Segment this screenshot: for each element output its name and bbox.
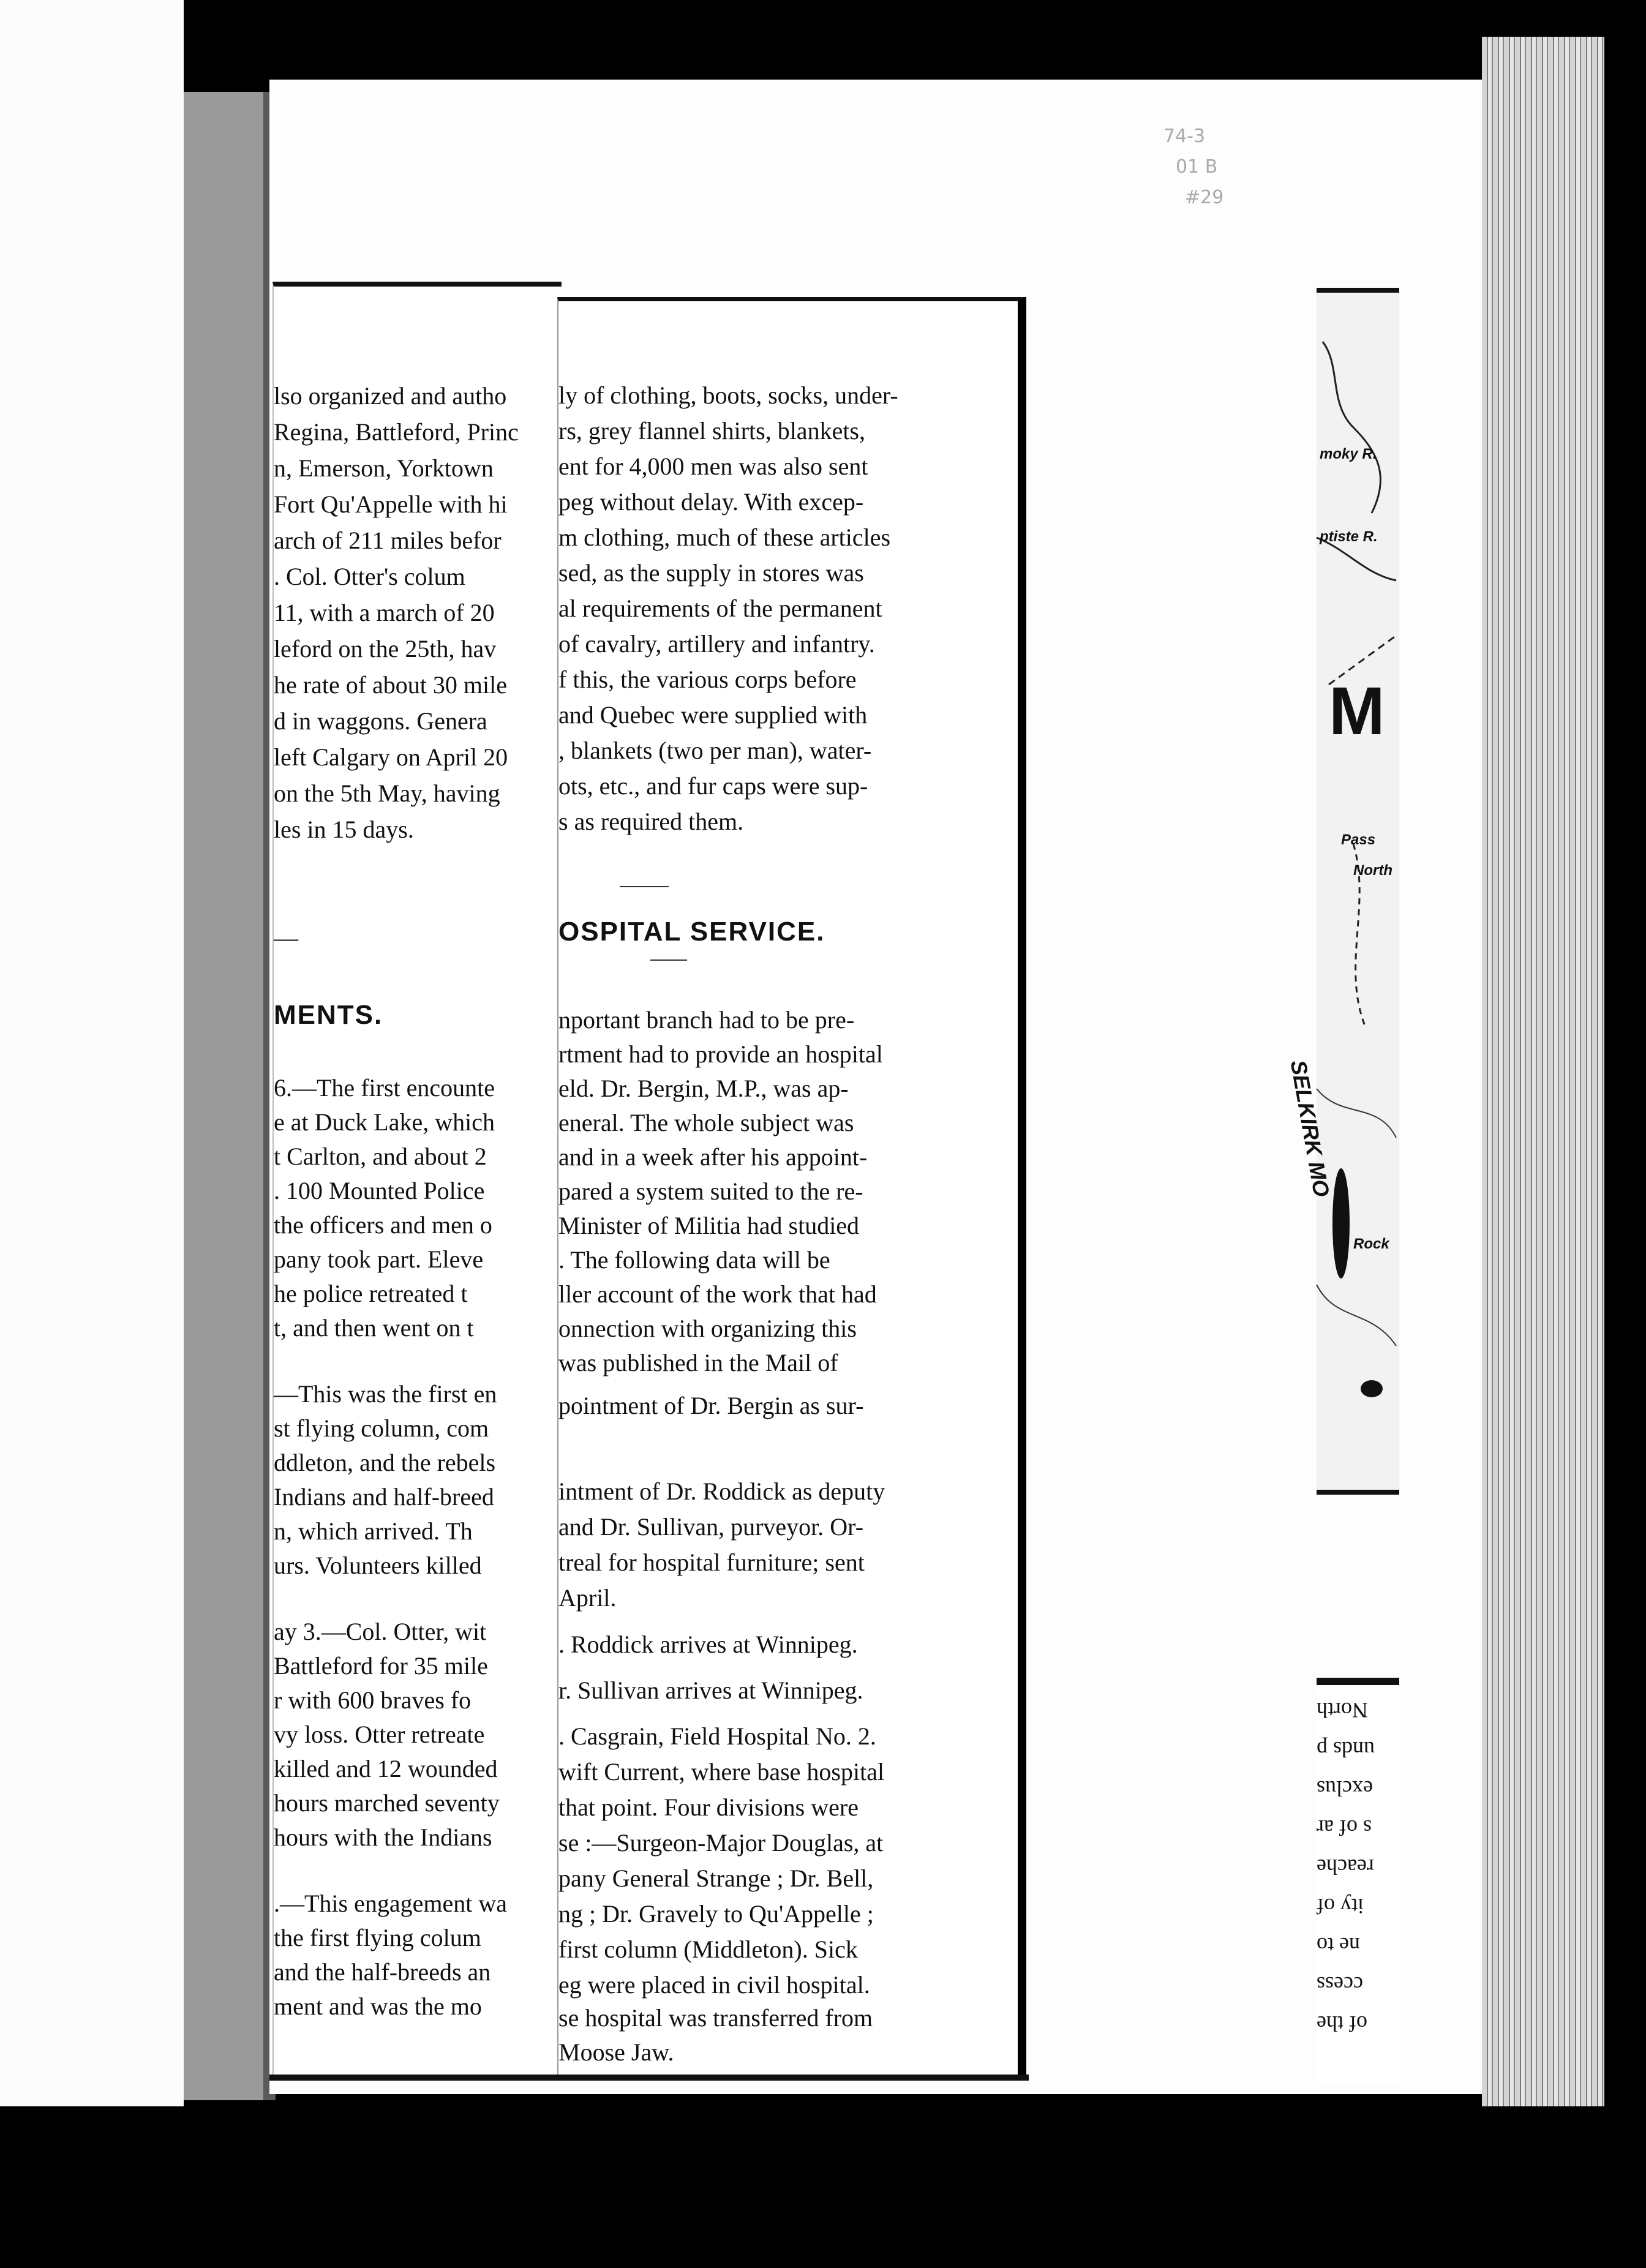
pencil-note: 01 B <box>1176 156 1218 178</box>
left-event-line: the officers and men o <box>274 1211 492 1239</box>
hospital-intro-line: . The following data will be <box>558 1246 830 1274</box>
left-event-line: . 100 Mounted Police <box>274 1177 485 1204</box>
left-event-line: n, which arrived. Th <box>274 1517 473 1545</box>
left-event-line: pany took part. Eleve <box>274 1245 484 1273</box>
left-event-line: hours marched seventy <box>274 1789 500 1817</box>
left-event-line: urs. Volunteers killed <box>274 1552 482 1579</box>
reversed-text-line: ccess <box>1317 1972 1363 1997</box>
map-fragment <box>1285 288 1399 1495</box>
left-event-line: r with 600 braves fo <box>274 1686 472 1714</box>
left-event-line: vy loss. Otter retreate <box>274 1721 485 1748</box>
left-column-line: lso organized and autho <box>274 382 507 410</box>
heading-rule <box>650 959 687 961</box>
left-event-line: he police retreated t <box>274 1280 468 1307</box>
right-column-line: and Quebec were supplied with <box>558 701 868 729</box>
reversed-text-line: ne to <box>1317 1933 1360 1958</box>
hospital-intro-line: pared a system suited to the re- <box>558 1177 863 1205</box>
left-event-line: .—This engagement wa <box>274 1890 507 1917</box>
left-section-heading: MENTS. <box>274 1000 383 1030</box>
left-column-line: he rate of about 30 mile <box>274 671 507 699</box>
left-column-line: d in waggons. Genera <box>274 707 487 735</box>
map-label: moky R. <box>1320 446 1377 462</box>
casgrain-line: pany General Strange ; Dr. Bell, <box>558 1864 874 1892</box>
right-column-line: of cavalry, artillery and infantry. <box>558 630 875 658</box>
roddick-line: and Dr. Sullivan, purveyor. Or- <box>558 1513 864 1541</box>
casgrain-line: wift Current, where base hospital <box>558 1758 885 1785</box>
left-clipping <box>272 282 562 2081</box>
left-event-line: st flying column, com <box>274 1414 489 1442</box>
page-bottom-shadow <box>269 2075 1029 2081</box>
left-event-line: and the half-breeds an <box>274 1958 491 1986</box>
left-event-line: hours with the Indians <box>274 1823 492 1851</box>
hospital-intro-line: Minister of Militia had studied <box>558 1212 860 1239</box>
map-label: North <box>1353 862 1392 879</box>
left-event-line: Battleford for 35 mile <box>274 1652 488 1680</box>
reversed-text-line: exclus <box>1317 1776 1373 1801</box>
map-label: Pass <box>1341 832 1376 848</box>
right-column-line: ent for 4,000 men was also sent <box>558 452 868 480</box>
left-column-line: 11, with a march of 20 <box>274 599 495 626</box>
section-rule <box>620 886 669 887</box>
left-dash: — <box>274 924 298 952</box>
reversed-text-line: unds p <box>1317 1737 1375 1762</box>
hospital-intro-line: eld. Dr. Bergin, M.P., was ap- <box>558 1075 849 1102</box>
left-event-line: t, and then went on t <box>274 1314 474 1342</box>
left-column-line: arch of 211 miles befor <box>274 527 502 554</box>
page-gutter <box>184 92 269 2100</box>
pencil-note: 74-3 <box>1163 126 1206 147</box>
hospital-intro-line: was published in the Mail of <box>558 1349 838 1376</box>
left-event-line: ay 3.—Col. Otter, wit <box>274 1618 487 1645</box>
casgrain-line: se :—Surgeon-Major Douglas, at <box>558 1829 884 1857</box>
left-column-line: leford on the 25th, hav <box>274 635 497 663</box>
right-column-line: al requirements of the permanent <box>558 595 882 622</box>
page-edges <box>1482 37 1604 2106</box>
reversed-text-line: reache <box>1317 1855 1374 1879</box>
left-column-line: left Calgary on April 20 <box>274 743 508 771</box>
casgrain-line: eg were placed in civil hospital. <box>558 1971 870 1999</box>
reversed-text-line: ity of <box>1317 1894 1364 1918</box>
bergin-line: pointment of Dr. Bergin as sur- <box>558 1392 864 1419</box>
reversed-text-fragment <box>1317 1678 1399 2083</box>
casgrain-line: that point. Four divisions were <box>558 1793 859 1821</box>
map-label: M <box>1329 674 1385 749</box>
reversed-text-line: of the <box>1317 2011 1367 2036</box>
pencil-note: #29 <box>1185 187 1224 208</box>
roddick-line: intment of Dr. Roddick as deputy <box>558 1478 885 1505</box>
hospital-service-heading: OSPITAL SERVICE. <box>558 917 825 947</box>
right-column-line: , blankets (two per man), water- <box>558 737 872 764</box>
map-label: SELKIRK MO <box>1285 1058 1335 1199</box>
right-column-line: f this, the various corps before <box>558 666 857 693</box>
left-event-line: —This was the first en <box>274 1380 497 1408</box>
right-column-line: peg without delay. With excep- <box>558 488 864 516</box>
hospital-intro-line: ller account of the work that had <box>558 1280 877 1308</box>
right-column-line: m clothing, much of these articles <box>558 524 891 551</box>
left-event-line: ddleton, and the rebels <box>274 1449 496 1476</box>
left-column-line: Regina, Battleford, Princ <box>274 418 519 446</box>
right-column-line: ots, etc., and fur caps were sup- <box>558 772 868 800</box>
roddick-arrives-line: . Roddick arrives at Winnipeg. <box>558 1631 858 1658</box>
right-clipping <box>557 297 1026 2080</box>
right-column-line: rs, grey flannel shirts, blankets, <box>558 417 865 445</box>
hospital-intro-line: eneral. The whole subject was <box>558 1109 854 1136</box>
sullivan-arrives-line: r. Sullivan arrives at Winnipeg. <box>558 1677 863 1704</box>
left-blank-page <box>0 0 184 2106</box>
hospital-intro-line: nportant branch had to be pre- <box>558 1006 855 1034</box>
left-event-line: the first flying colum <box>274 1924 481 1951</box>
left-column-line: n, Emerson, Yorktown <box>274 454 494 482</box>
casgrain-line: ng ; Dr. Gravely to Qu'Appelle ; <box>558 1900 874 1928</box>
reversed-text-line: s of ar <box>1317 1816 1372 1840</box>
roddick-line: April. <box>558 1584 617 1612</box>
moose-jaw-line: Moose Jaw. <box>558 2038 674 2066</box>
left-event-line: 6.—The first encounte <box>274 1074 495 1102</box>
map-label: ptiste R. <box>1320 528 1378 545</box>
reversed-text-line: North <box>1317 1698 1368 1722</box>
right-column-line: ly of clothing, boots, socks, under- <box>558 381 898 409</box>
left-event-line: e at Duck Lake, which <box>274 1108 495 1136</box>
left-event-line: Indians and half-breed <box>274 1483 494 1511</box>
left-column-line: les in 15 days. <box>274 816 414 843</box>
left-column-line: Fort Qu'Appelle with hi <box>274 490 508 518</box>
left-column-line: . Col. Otter's colum <box>274 563 465 590</box>
right-column-line: sed, as the supply in stores was <box>558 559 864 587</box>
map-label: Rock <box>1353 1236 1389 1252</box>
left-event-line: t Carlton, and about 2 <box>274 1143 487 1170</box>
hospital-intro-line: onnection with organizing this <box>558 1315 857 1342</box>
map-drawing <box>1317 293 1399 1490</box>
left-event-line: ment and was the mo <box>274 1992 482 2020</box>
casgrain-line: first column (Middleton). Sick <box>558 1936 858 1963</box>
hospital-intro-line: rtment had to provide an hospital <box>558 1040 883 1068</box>
right-column-line: s as required them. <box>558 808 744 835</box>
hospital-intro-line: and in a week after his appoint- <box>558 1143 868 1171</box>
casgrain-line: . Casgrain, Field Hospital No. 2. <box>558 1722 876 1750</box>
left-column-line: on the 5th May, having <box>274 779 500 807</box>
left-event-line: killed and 12 wounded <box>274 1755 498 1782</box>
moose-jaw-line: se hospital was transferred from <box>558 2004 873 2032</box>
roddick-line: treal for hospital furniture; sent <box>558 1549 865 1576</box>
